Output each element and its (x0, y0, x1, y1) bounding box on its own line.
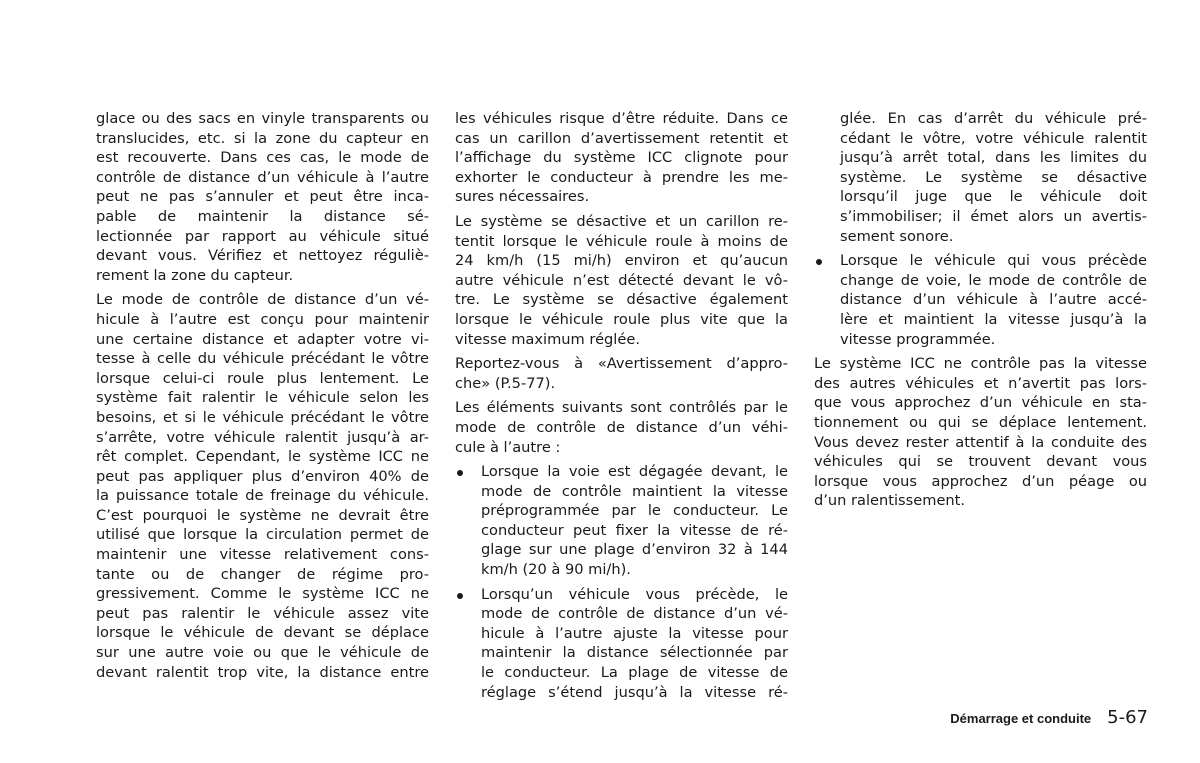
text-line: Le système ICC ne contrôle pas la vitesse (814, 355, 1147, 373)
text-line: distance d’un véhicule à l’autre accé- (840, 291, 1147, 309)
text-line: Le système se désactive et un carillon re- (455, 212, 788, 230)
text-line: cédant le vôtre, votre véhicule ralentit (840, 129, 1147, 147)
text-line: hicule à l’autre est conçu pour maintenir (96, 310, 429, 328)
paragraph (96, 290, 429, 682)
text-column-3 (814, 109, 1147, 511)
text-line: exhorter le conducteur à prendre les me- (455, 168, 788, 186)
text-line: la puissance totale de freinage du véhicule. (96, 487, 429, 505)
text-line: lorsque celui-ci roule plus lentement. Le (96, 369, 429, 387)
paragraph (96, 109, 429, 285)
bullet-dot-icon (457, 593, 463, 599)
text-line: tre. Le système se désactive également (455, 291, 788, 309)
bullet-dot-icon (457, 470, 463, 476)
text-line: peut pas appliquer plus d’environ 40% de (96, 467, 429, 485)
text-line: vitesse maximum réglée. (455, 330, 640, 348)
text-line: système. Le système se désactive (840, 168, 1147, 186)
text-line: conducteur peut fixer la vitesse de ré- (481, 521, 788, 539)
text-line: lorsque vous approchez d’un péage ou (814, 472, 1147, 490)
text-line: mode de contrôle maintient la vitesse (481, 482, 788, 500)
text-line: peut ne pas s’annuler et peut être inca- (96, 188, 429, 206)
bullet-item (814, 251, 1147, 349)
text-column-1 (96, 109, 429, 682)
page-footer (950, 707, 1148, 728)
bullet-item (455, 585, 788, 703)
text-line: est recouverte. Dans ces cas, le mode de (96, 149, 429, 167)
bullet-item (455, 462, 788, 580)
text-line: devant ralentit trop vite, la distance entre (96, 663, 429, 681)
text-line: tesse à celle du véhicule précédant le vôtre (96, 350, 429, 368)
text-line: le conducteur. La plage de vitesse de (481, 664, 788, 682)
text-line: véhicules qui se trouvent devant vous (814, 453, 1147, 471)
text-line: rement la zone du capteur. (96, 266, 294, 284)
text-line: préprogrammée par le conducteur. Le (481, 502, 788, 520)
text-line: Reportez-vous à «Avertissement d’appro- (455, 355, 788, 373)
text-line: lère et maintient la vitesse jusqu’à la (840, 310, 1147, 328)
text-line: lorsque le véhicule de devant se déplace (96, 624, 429, 642)
text-line: autre véhicule n’est détecté devant le vô- (455, 271, 788, 289)
text-line: 24 km/h (15 mi/h) environ et qu’aucun (455, 252, 788, 270)
paragraph (455, 354, 788, 393)
text-line: hicule à l’autre ajuste la vitesse pour (481, 624, 788, 642)
text-line: Lorsque le véhicule qui vous précède (840, 252, 1147, 270)
text-line: les véhicules risque d’être réduite. Dans ce (455, 110, 788, 127)
text-line: cas un carillon d’avertissement retentit et (455, 129, 788, 147)
text-line: lorsqu’il juge que le véhicule doit (840, 188, 1147, 206)
text-line: km/h (20 à 90 mi/h). (481, 561, 631, 579)
text-line: C’est pourquoi le système ne devrait être (96, 506, 429, 524)
text-line: mode de contrôle de distance d’un vé- (481, 605, 788, 623)
text-line: glace ou des sacs en vinyle transparents ou (96, 110, 429, 127)
text-line: système fait ralentir le véhicule selon les (96, 389, 429, 407)
text-line: che» (P.5-77). (455, 374, 556, 392)
page-number: 5-67 (1107, 707, 1148, 728)
text-line: Vous devez rester attentif à la conduite des (814, 433, 1147, 451)
text-line: que vous approchez d’un véhicule en sta- (814, 394, 1147, 412)
text-line: jusqu’à arrêt total, dans les limites du (840, 149, 1147, 167)
section-title: Démarrage et conduite (950, 711, 1092, 726)
text-line: change de voie, le mode de contrôle de (840, 271, 1147, 289)
text-line: lorsque le véhicule roule plus vite que la (455, 310, 788, 328)
text-line: des autres véhicules et n’avertit pas lors- (814, 374, 1147, 392)
text-line: sures nécessaires. (455, 188, 590, 206)
text-line: Le mode de contrôle de distance d’un vé- (96, 291, 429, 309)
text-line: s’immobiliser; il émet alors un avertis- (840, 207, 1147, 225)
text-line: s’arrête, votre véhicule ralentit jusqu’à ar- (96, 428, 429, 446)
text-line: Lorsque la voie est dégagée devant, le (481, 463, 788, 481)
text-line: rêt complet. Cependant, le système ICC ne (96, 448, 429, 466)
text-line: l’affichage du système ICC clignote pour (455, 149, 788, 167)
paragraph (455, 398, 788, 457)
bullet-dot-icon (816, 259, 822, 265)
text-line: tentit lorsque le véhicule roule à moins de (455, 232, 788, 250)
text-line: cule à l’autre : (455, 438, 561, 456)
text-line: sur une autre voie ou que le véhicule de (96, 644, 429, 662)
text-line: une certaine distance et adapter votre vi- (96, 330, 429, 348)
paragraph (455, 212, 788, 349)
text-line: vitesse programmée. (840, 330, 996, 348)
text-line: sement sonore. (840, 227, 954, 245)
text-line: tionnement ou qui se déplace lentement. (814, 413, 1147, 431)
text-line: maintenir une vitesse relativement cons- (96, 546, 429, 564)
text-line: contrôle de distance d’un véhicule à l’autre (96, 168, 429, 186)
paragraph (814, 354, 1147, 511)
text-line: utilisé que lorsque la circulation permet de (96, 526, 429, 544)
text-line: devant vous. Vérifiez et nettoyez réguliè- (96, 247, 429, 265)
text-line: translucides, etc. si la zone du capteur en (96, 129, 429, 147)
text-line: peut pas ralentir le véhicule assez vite (96, 604, 429, 622)
text-line: Lorsqu’un véhicule vous précède, le (481, 585, 788, 603)
text-line: Les éléments suivants sont contrôlés par le (455, 399, 788, 417)
text-line: glée. En cas d’arrêt du véhicule pré- (840, 110, 1147, 127)
text-line: glage sur une plage d’environ 32 à 144 (481, 541, 788, 559)
text-line: d’un ralentissement. (814, 492, 966, 510)
text-line: mode de contrôle de distance d’un véhi- (455, 418, 788, 436)
text-line: maintenir la distance sélectionnée par (481, 644, 788, 662)
text-column-2 (455, 109, 788, 702)
text-line: tante ou de changer de régime pro- (96, 565, 429, 583)
bullet-item (814, 109, 1147, 246)
text-line: réglage s’étend jusqu’à la vitesse ré- (481, 683, 788, 701)
paragraph (455, 109, 788, 207)
text-line: pable de maintenir la distance sé- (96, 207, 429, 225)
text-line: besoins, et si le véhicule précédant le vôtre (96, 408, 429, 426)
text-line: gressivement. Comme le système ICC ne (96, 585, 429, 603)
text-line: lectionnée par rapport au véhicule situé (96, 227, 429, 245)
